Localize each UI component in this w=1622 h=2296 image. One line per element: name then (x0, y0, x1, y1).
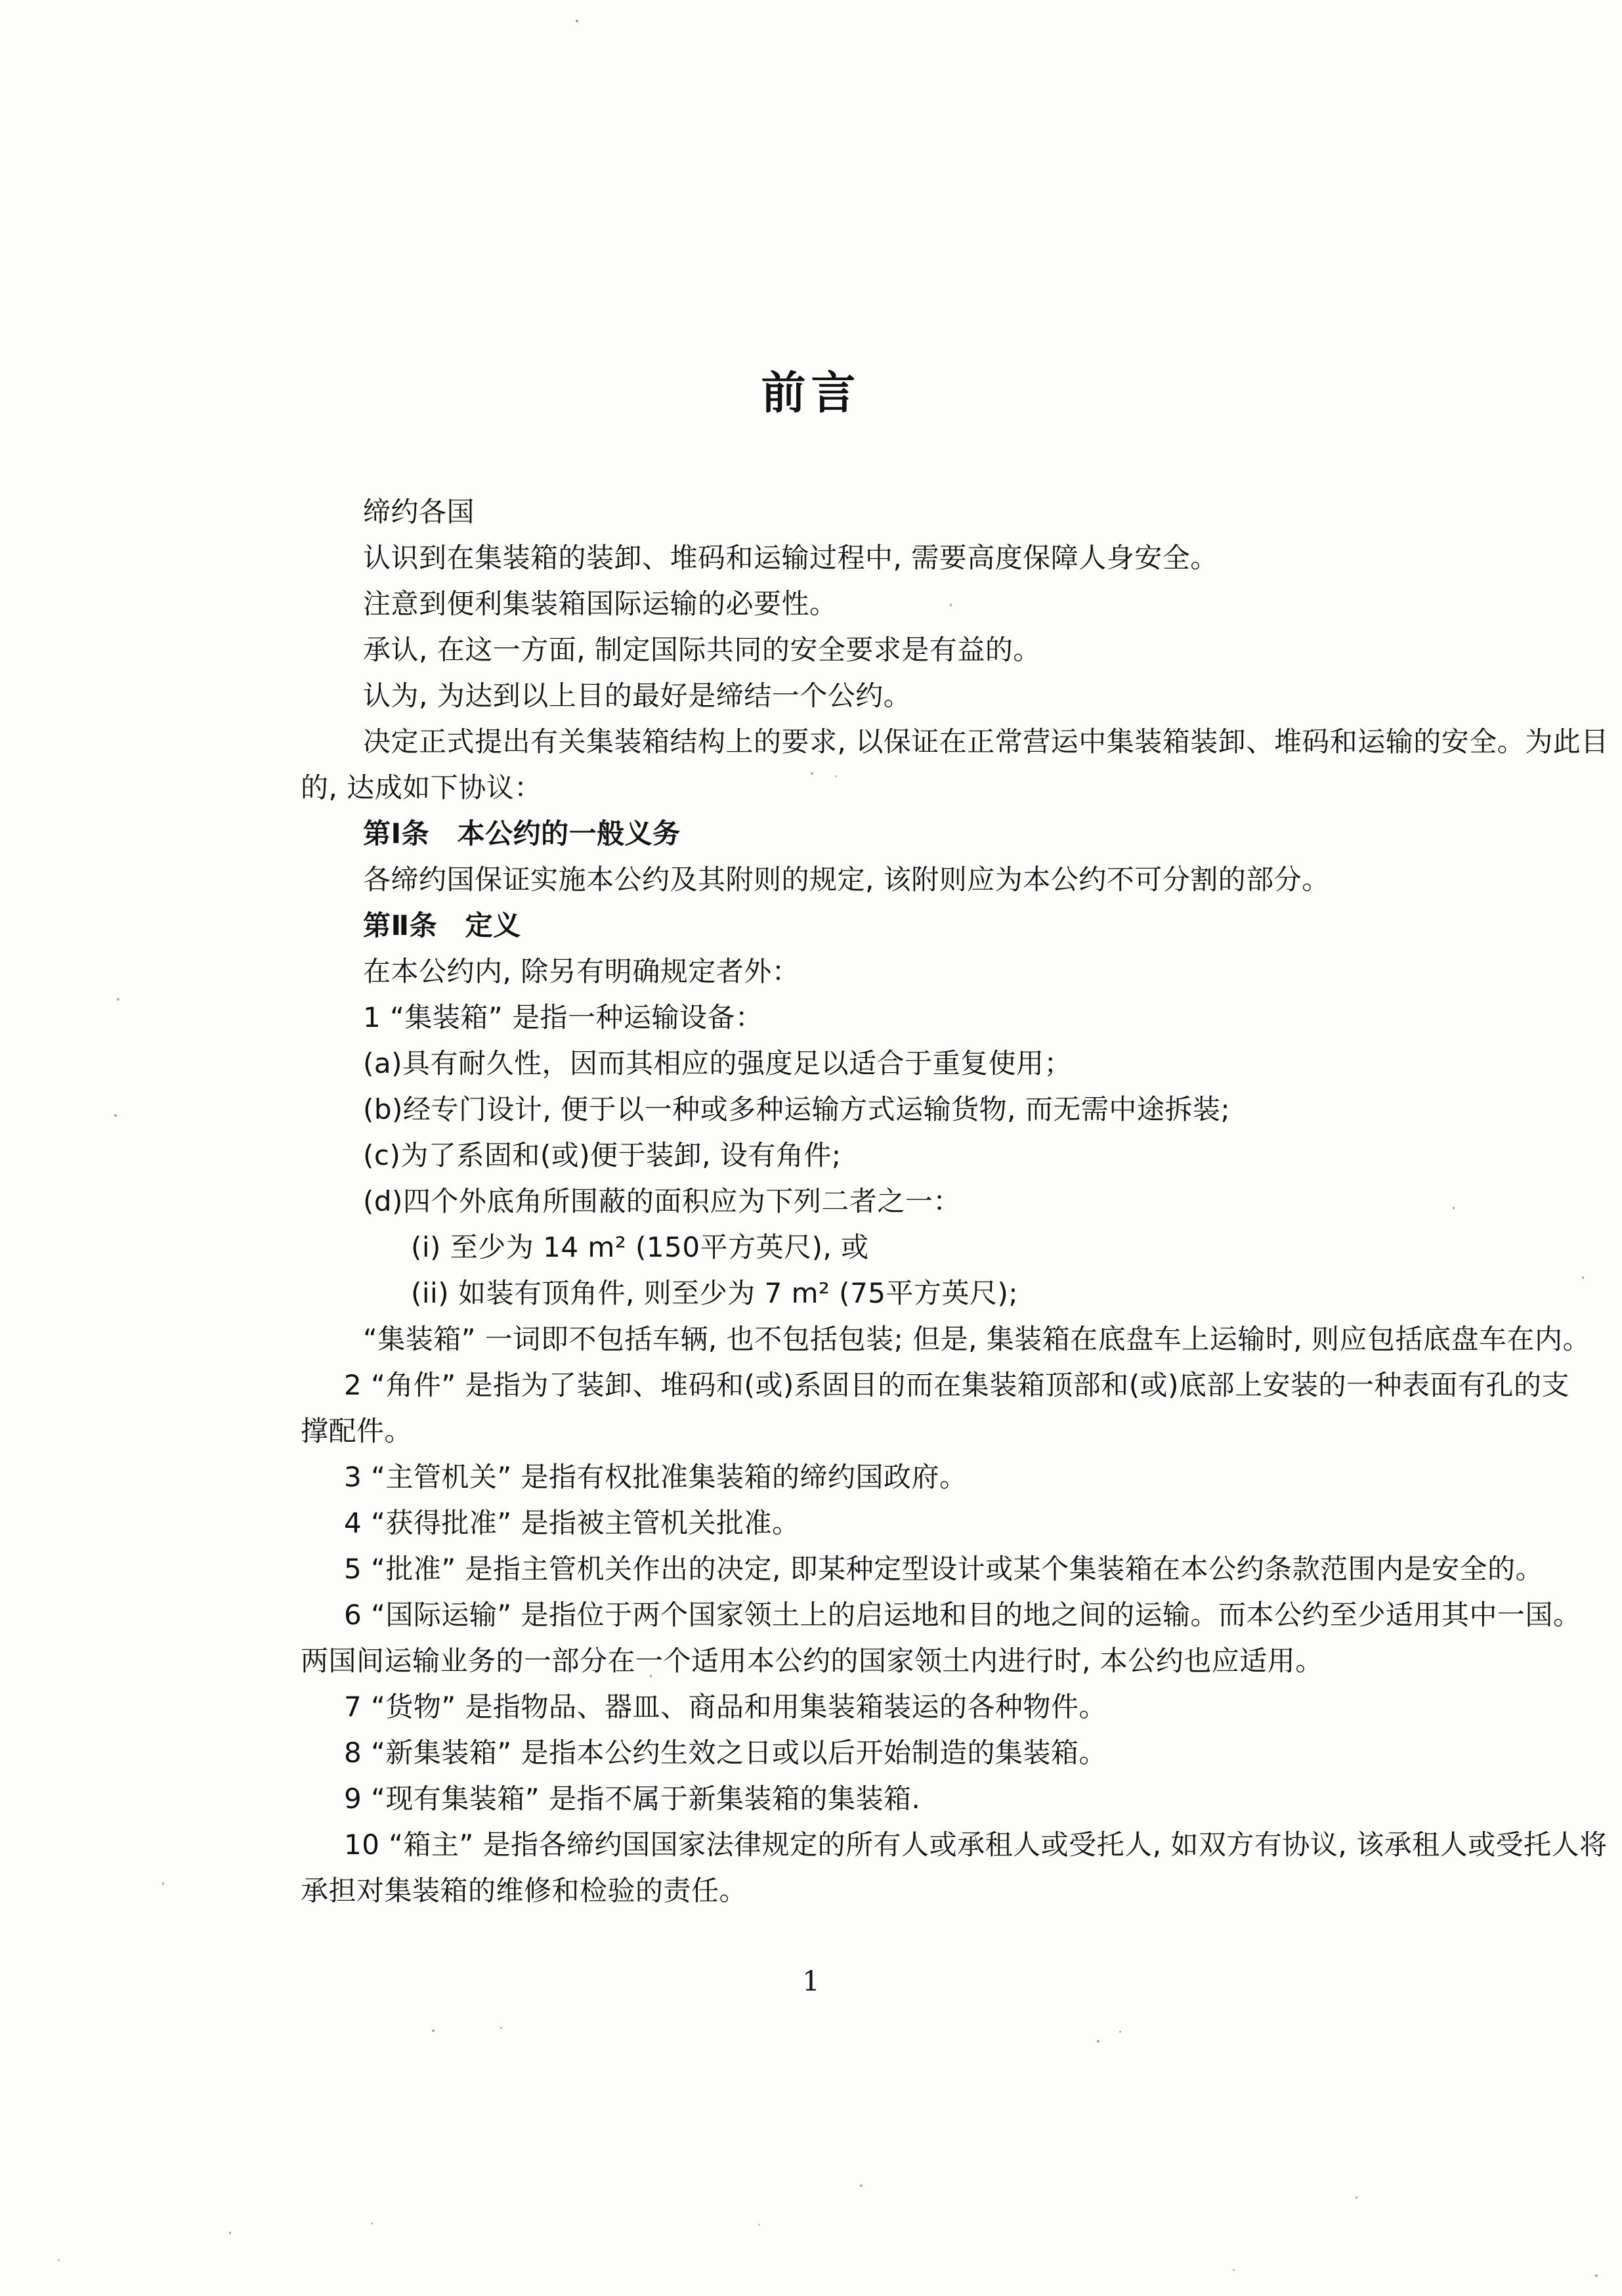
scan-speck (758, 2224, 760, 2226)
text-line: 7 “货物” 是指物品、器皿、商品和用集装箱装运的各种物件。 (344, 1691, 1107, 1723)
scan-speck (229, 2232, 231, 2234)
scan-speck (1097, 2040, 1099, 2043)
text-line: 的, 达成如下协议： (301, 771, 542, 804)
text-line: 注意到便利集装箱国际运输的必要性。 (363, 588, 838, 620)
page-number: 1 (802, 1965, 820, 1997)
text-line: 2 “角件” 是指为了装卸、堆码和(或)系固目的而在集装箱顶部和(或)底部上安装的一种表面有孔的支 (344, 1369, 1569, 1401)
text-line: 在本公约内, 除另有明确规定者外： (363, 955, 800, 987)
text-line: (a)具有耐久性，因而其相应的强度足以适合于重复使用； (363, 1047, 1073, 1079)
scan-speck (1119, 2031, 1121, 2033)
text-line: 8 “新集装箱” 是指本公约生效之日或以后开始制造的集装箱。 (344, 1737, 1107, 1769)
text-line: (ii) 如装有顶角件, 则至少为 7 m² (75平方英尺); (411, 1277, 1019, 1309)
article-2-heading: 第Ⅱ条 定义 (363, 909, 521, 942)
text-line: 5 “批准” 是指主管机关作出的决定, 即某种定型设计或某个集装箱在本公约条款范围内是安全的。 (344, 1553, 1544, 1585)
scan-speck (432, 2029, 435, 2032)
text-line: “集装箱” 一词即不包括车辆, 也不包括包装; 但是, 集装箱在底盘车上运输时, 则应包括底盘车在内。 (363, 1323, 1590, 1355)
scan-speck (1595, 2274, 1598, 2277)
scan-speck (114, 1114, 117, 1117)
text-line: 认识到在集装箱的装卸、堆码和运输过程中, 需要高度保障人身安全。 (363, 542, 1218, 574)
scan-speck (58, 2259, 60, 2261)
text-line: 承认, 在这一方面, 制定国际共同的安全要求是有益的。 (363, 634, 1041, 666)
text-line: 认为, 为达到以上目的最好是缔结一个公约。 (363, 680, 912, 712)
article-1-heading: 第Ⅰ条 本公约的一般义务 (363, 817, 681, 850)
text-line: 1 “集装箱” 是指一种运输设备： (363, 1001, 763, 1033)
scan-speck (576, 20, 578, 22)
document-body (301, 489, 1609, 1914)
text-line: 各缔约国保证实施本公约及其附则的规定, 该附则应为本公约不可分割的部分。 (363, 863, 1330, 896)
scan-speck (860, 2184, 863, 2187)
text-line: 4 “获得批准” 是指被主管机关批准。 (344, 1507, 800, 1539)
text-line: 承担对集装箱的维修和检验的责任。 (301, 1874, 748, 1907)
text-line: 3 “主管机关” 是指有权批准集装箱的缔约国政府。 (344, 1461, 968, 1493)
text-line: 9 “现有集装箱” 是指不属于新集装箱的集装箱. (344, 1783, 921, 1815)
text-line: (c)为了系固和(或)便于装卸, 设有角件; (363, 1139, 842, 1171)
page-title: 前言 (761, 368, 861, 420)
text-line: 撑配件。 (301, 1415, 413, 1447)
text-line: 两国间运输业务的一部分在一个适用本公约的国家领土内进行时, 本公约也应适用。 (301, 1645, 1323, 1677)
scan-speck (1355, 2196, 1357, 2199)
text-line: 10 “箱主” 是指各缔约国国家法律规定的所有人或承租人或受托人, 如双方有协议, 该承租人或受托人将 (344, 1829, 1608, 1861)
text-line: 决定正式提出有关集装箱结构上的要求, 以保证在正常营运中集装箱装卸、堆码和运输的安全。为此目 (363, 726, 1609, 758)
scan-speck (500, 2027, 502, 2029)
scan-speck (371, 2222, 373, 2224)
scan-speck (1233, 2269, 1235, 2271)
text-line: (i) 至少为 14 m² (150平方英尺), 或 (411, 1231, 869, 1263)
text-line: 缔约各国 (363, 496, 475, 528)
scan-speck (117, 998, 119, 1001)
text-line: 6 “国际运输” 是指位于两个国家领土上的启运地和目的地之间的运输。而本公约至少适用其中一国。 (344, 1599, 1581, 1631)
scan-speck (162, 1882, 164, 1885)
text-line: (b)经专门设计, 便于以一种或多种运输方式运输货物, 而无需中途拆装; (363, 1093, 1230, 1125)
text-line: (d)四个外底角所围蔽的面积应为下列二者之一： (363, 1185, 961, 1217)
